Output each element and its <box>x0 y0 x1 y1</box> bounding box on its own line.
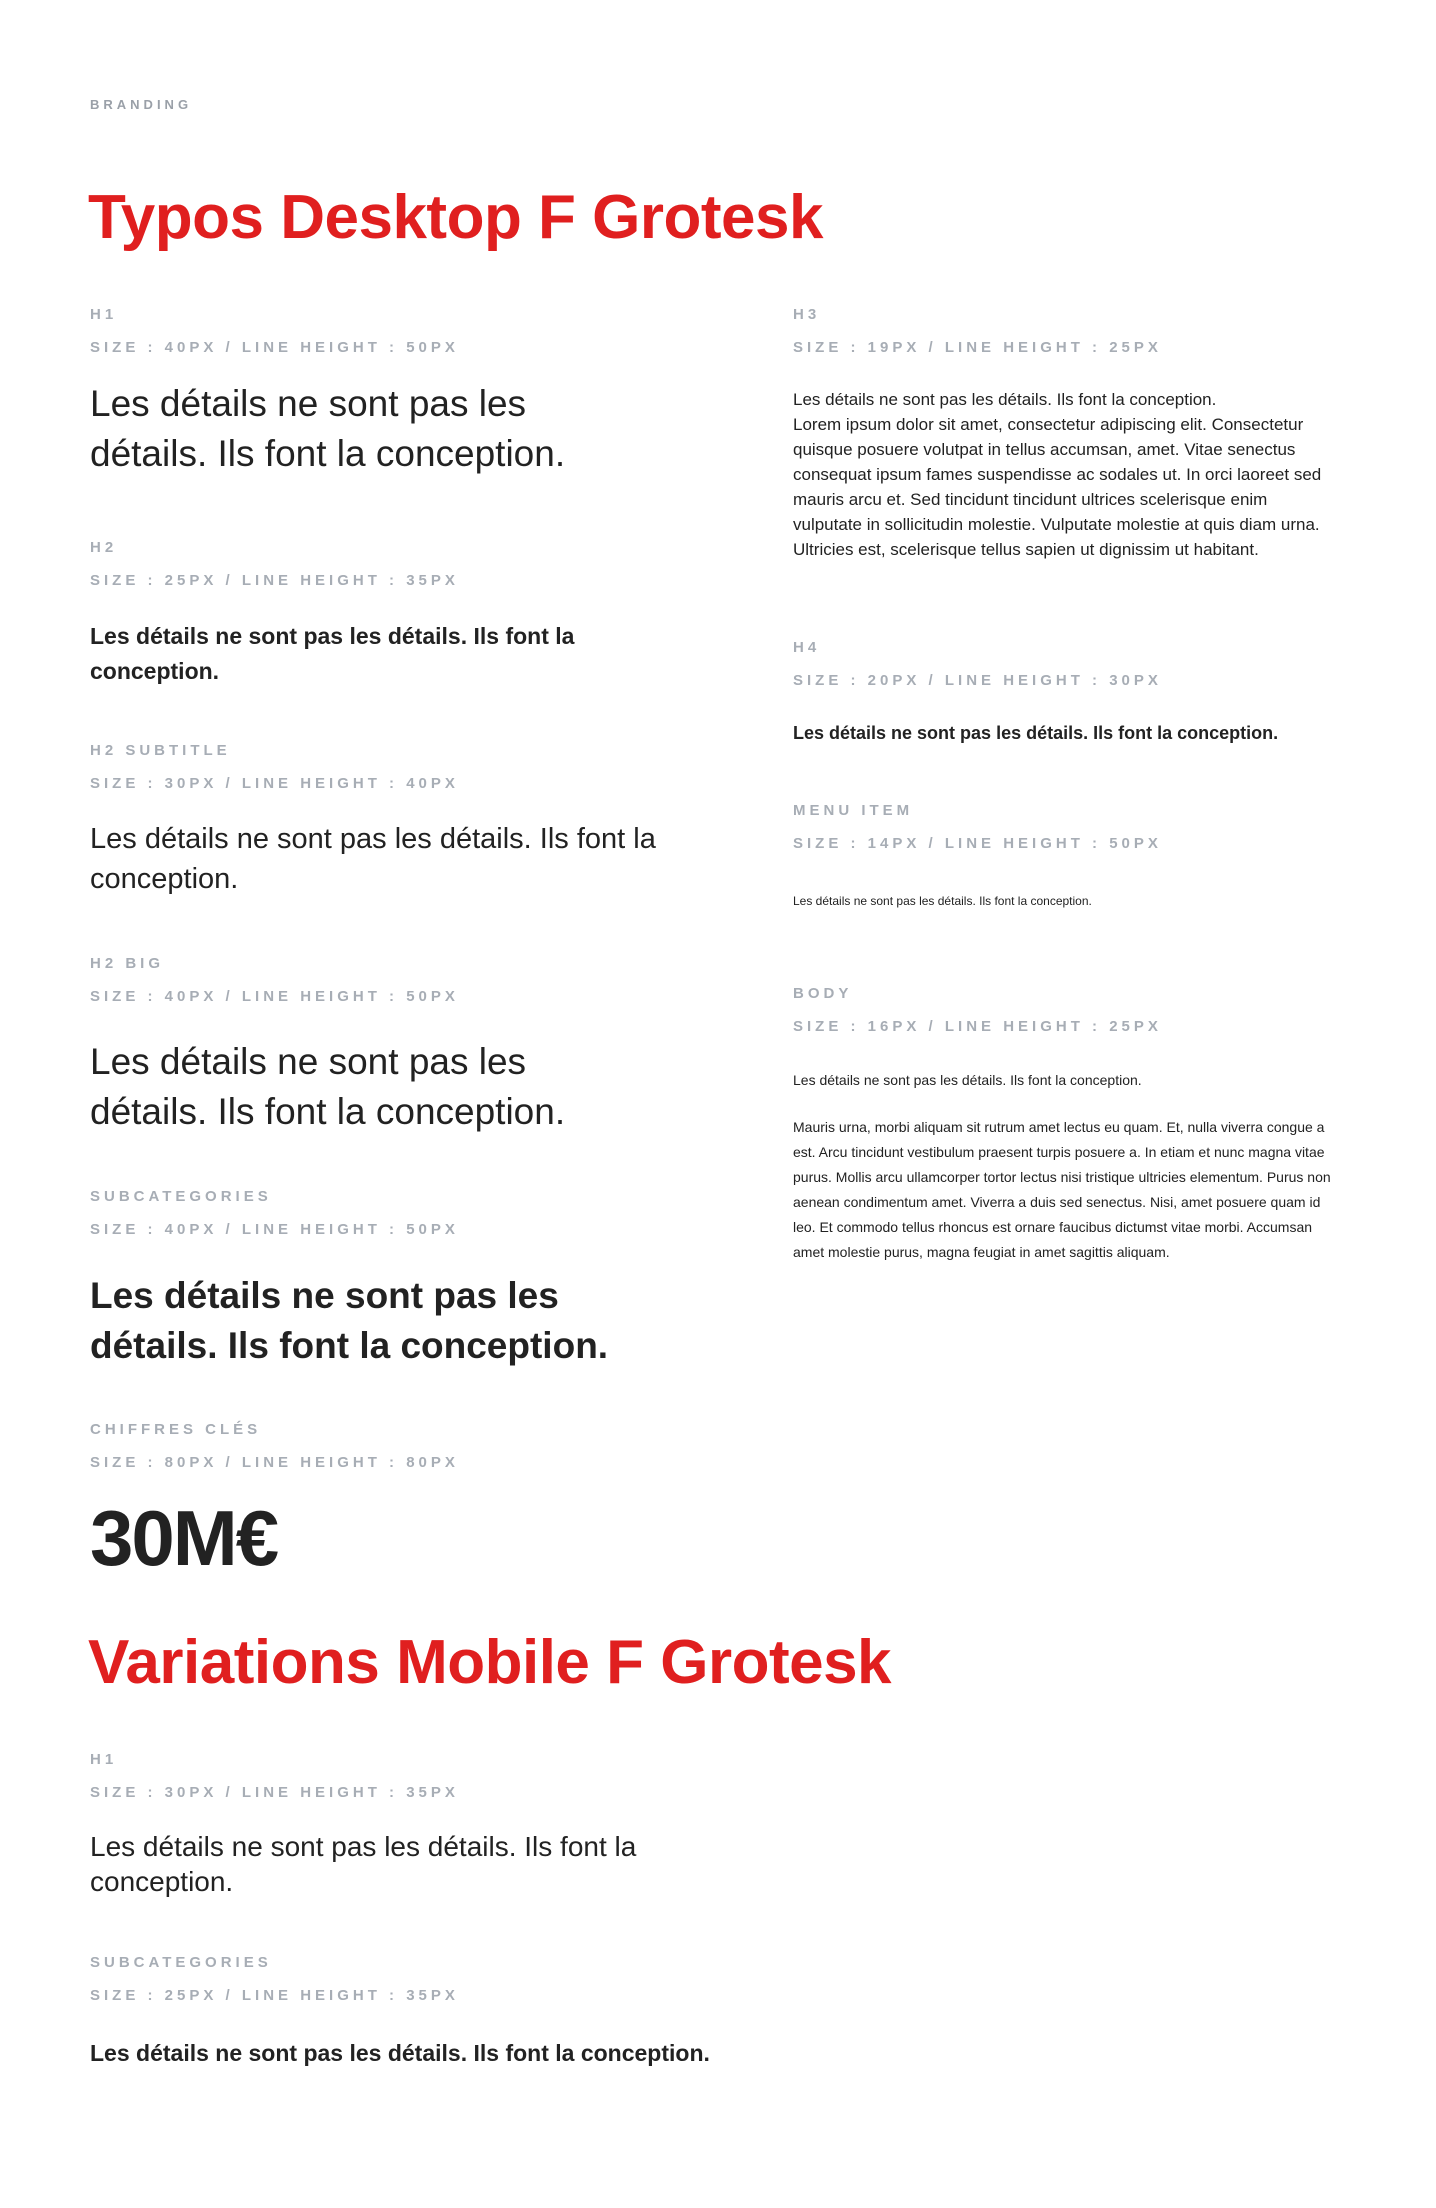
spec-label: H1 <box>90 1751 118 1768</box>
spec-h3 <box>793 307 1353 562</box>
spec-h1 <box>90 307 690 479</box>
spec-sample: Les détails ne sont pas les détails. Ils font la conception. <box>793 723 1279 743</box>
spec-sample: Les détails ne sont pas les détails. Ils font la conception. <box>90 383 566 474</box>
spec-sample-lead: Les détails ne sont pas les détails. Ils font la conception. <box>793 390 1217 409</box>
spec-size: SIZE : 14PX / LINE HEIGHT : 50PX <box>793 835 1162 852</box>
spec-label: H2 BIG <box>90 955 165 972</box>
spec-size: SIZE : 25PX / LINE HEIGHT : 35PX <box>90 1987 459 2004</box>
spec-label: BODY <box>793 985 853 1002</box>
spec-label: H3 <box>793 306 821 323</box>
spec-label: H2 SUBTITLE <box>90 742 231 759</box>
spec-label: SUBCATEGORIES <box>90 1188 272 1205</box>
spec-menu-item <box>793 803 1353 911</box>
spec-size: SIZE : 40PX / LINE HEIGHT : 50PX <box>90 988 459 1005</box>
spec-label: H1 <box>90 306 118 323</box>
key-figure: 30M€ <box>90 1494 278 1582</box>
spec-size: SIZE : 19PX / LINE HEIGHT : 25PX <box>793 339 1162 356</box>
spec-sample: Les détails ne sont pas les détails. Ils font la conception. <box>90 623 575 684</box>
spec-h2 <box>90 540 690 689</box>
spec-body <box>793 986 1353 1265</box>
spec-size: SIZE : 30PX / LINE HEIGHT : 35PX <box>90 1784 459 1801</box>
spec-sample: Les détails ne sont pas les détails. Ils font la conception. <box>90 2040 710 2066</box>
spec-size: SIZE : 80PX / LINE HEIGHT : 80PX <box>90 1454 459 1471</box>
spec-h2-big <box>90 956 690 1137</box>
spec-sample-lead: Les détails ne sont pas les détails. Ils font la conception. <box>793 1072 1142 1088</box>
eyebrow-branding: BRANDING <box>90 97 193 112</box>
spec-mobile-subcategories <box>90 1955 790 2071</box>
spec-sample: Les détails ne sont pas les détails. Ils font la conception. <box>90 823 656 895</box>
mobile-section-title: Variations Mobile F Grotesk <box>88 1628 892 1697</box>
spec-label: H2 <box>90 539 118 556</box>
spec-mobile-h1 <box>90 1752 690 1899</box>
spec-size: SIZE : 20PX / LINE HEIGHT : 30PX <box>793 672 1162 689</box>
spec-sample-body: Lorem ipsum dolor sit amet, consectetur adipiscing elit. Consectetur quisque posuere volutpat in tellus accumsan, amet. Vitae senectus consequat ipsum fames suspendisse ac sodales ut. In orci laoreet sed mauris arcu et. Sed tincidunt tincidunt ultrices scelerisque enim vulputate in sollicitudin molestie. Vulputate molestie at quis diam urna. Ultricies est, scelerisque tellus sapien ut dignissim ut habitant. <box>793 415 1322 559</box>
spec-sample <box>793 1068 1338 1265</box>
spec-sample: Les détails ne sont pas les détails. Ils font la conception. <box>90 1275 609 1366</box>
desktop-section-title: Typos Desktop F Grotesk <box>88 183 823 252</box>
spec-subcategories <box>90 1189 730 1371</box>
spec-chiffres-cles <box>90 1421 690 1582</box>
spec-size: SIZE : 40PX / LINE HEIGHT : 50PX <box>90 1221 459 1238</box>
spec-h4 <box>793 640 1353 748</box>
spec-label: CHIFFRES CLÉS <box>90 1421 262 1438</box>
spec-h2-subtitle <box>90 743 690 899</box>
spec-size: SIZE : 16PX / LINE HEIGHT : 25PX <box>793 1018 1162 1035</box>
spec-label: MENU ITEM <box>793 802 914 819</box>
spec-size: SIZE : 40PX / LINE HEIGHT : 50PX <box>90 339 459 356</box>
spec-sample: Les détails ne sont pas les détails. Ils font la conception. <box>90 1041 566 1132</box>
spec-label: SUBCATEGORIES <box>90 1954 272 1971</box>
spec-sample <box>793 387 1338 562</box>
spec-label: H4 <box>793 639 821 656</box>
spec-sample-body: Mauris urna, morbi aliquam sit rutrum amet lectus eu quam. Et, nulla viverra congue a est. Arcu tincidunt vestibulum praesent turpis posuere a. In etiam et nunc magna vitae purus. Mollis arcu ullamcorper tortor lectus nisi tristique ultricies elementum. Purus non aenean condimentum amet. Viverra a duis sed senectus. Nisi, amet posuere quam id leo. Et commodo tellus rhoncus est ornare faucibus dictumst vitae morbi. Accumsan amet molestie purus, magna feugiat in amet sagittis aliquam. <box>793 1119 1331 1260</box>
spec-sample: Les détails ne sont pas les détails. Ils font la conception. <box>90 1831 637 1897</box>
spec-size: SIZE : 25PX / LINE HEIGHT : 35PX <box>90 572 459 589</box>
spec-size: SIZE : 30PX / LINE HEIGHT : 40PX <box>90 775 459 792</box>
spec-sample: Les détails ne sont pas les détails. Ils font la conception. <box>793 894 1092 908</box>
